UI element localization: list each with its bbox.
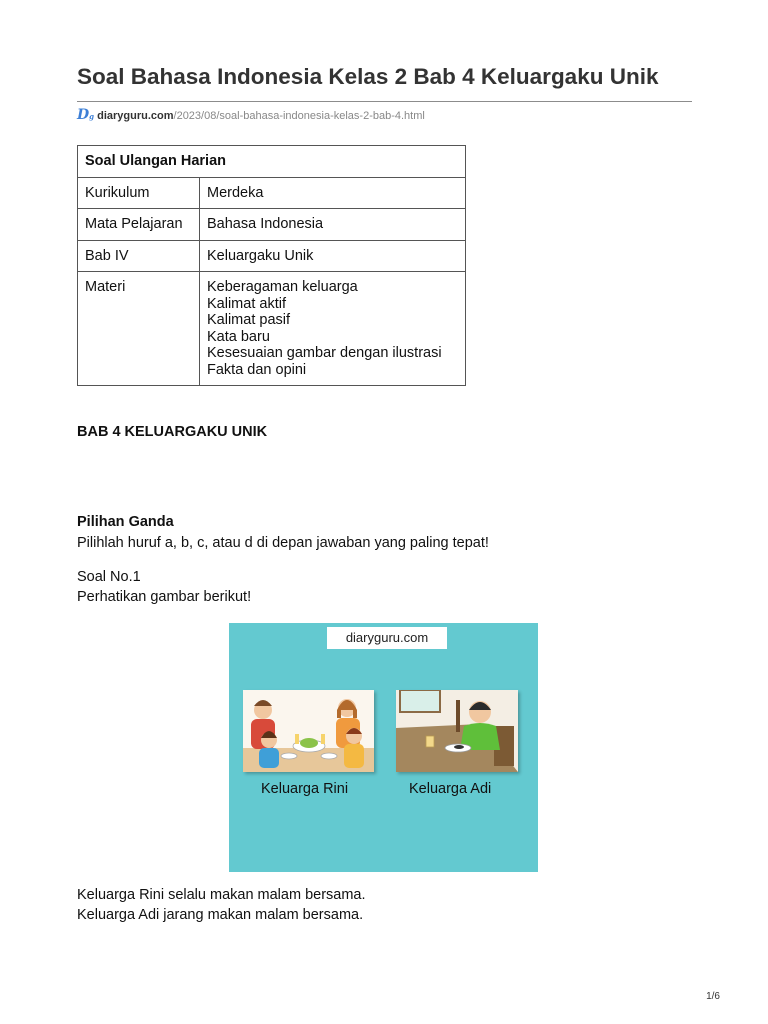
materi-item: Kata baru	[207, 328, 270, 345]
question-prompt: Perhatikan gambar berikut!	[77, 589, 252, 605]
table-row	[78, 177, 466, 209]
table-cell-value: Bahasa Indonesia	[200, 209, 466, 241]
section-heading: BAB 4 KELUARGAKU UNIK	[77, 424, 268, 440]
table-cell-key: Bab IV	[78, 240, 200, 272]
question-figure	[229, 623, 538, 872]
info-table	[77, 145, 466, 386]
materi-item: Kalimat pasif	[207, 312, 291, 328]
multiple-choice-instruction: Pilihlah huruf a, b, c, atau d di depan jawaban yang paling tepat!	[77, 535, 489, 551]
statement-line: Keluarga Adi jarang makan malam bersama.	[77, 907, 364, 923]
source-path[interactable]: /2023/08/soal-bahasa-indonesia-kelas-2-bab-4.html	[173, 110, 425, 122]
table-row	[78, 272, 466, 386]
materi-item: Kesesuaian gambar dengan ilustrasi	[207, 345, 442, 361]
table-cell-key: Kurikulum	[78, 177, 200, 209]
table-row	[78, 209, 466, 241]
materi-item: Fakta dan opini	[207, 361, 307, 378]
left-caption: Keluarga Rini	[261, 781, 349, 797]
page-number: 1/6	[706, 991, 720, 1002]
table-row	[78, 240, 466, 272]
boy-eating-alone-icon	[396, 690, 518, 772]
rini-family-illustration	[243, 690, 374, 772]
adi-family-illustration	[396, 690, 518, 772]
table-cell-key: Materi	[78, 272, 200, 386]
materi-item: Keberagaman keluarga	[207, 279, 358, 295]
right-caption: Keluarga Adi	[409, 781, 492, 797]
title-divider	[77, 101, 692, 102]
question-label: Soal No.1	[77, 569, 141, 585]
source-domain[interactable]: diaryguru.com	[97, 110, 174, 122]
materi-item: Kalimat aktif	[207, 295, 286, 312]
page-title: Soal Bahasa Indonesia Kelas 2 Bab 4 Keluargaku Unik	[77, 64, 659, 89]
table-cell-key: Mata Pelajaran	[78, 209, 200, 241]
info-table-header: Soal Ulangan Harian	[78, 146, 466, 178]
family-dinner-icon	[243, 690, 374, 772]
table-cell-value: Keluargaku Unik	[200, 240, 466, 272]
figure-watermark: diaryguru.com	[327, 627, 447, 649]
multiple-choice-heading: Pilihan Ganda	[77, 514, 174, 530]
diaryguru-logo-icon: Dg	[77, 107, 95, 123]
table-cell-value	[200, 272, 466, 386]
statement-line: Keluarga Rini selalu makan malam bersama.	[77, 887, 366, 903]
table-cell-value: Merdeka	[200, 177, 466, 209]
source-line[interactable]	[77, 107, 425, 123]
